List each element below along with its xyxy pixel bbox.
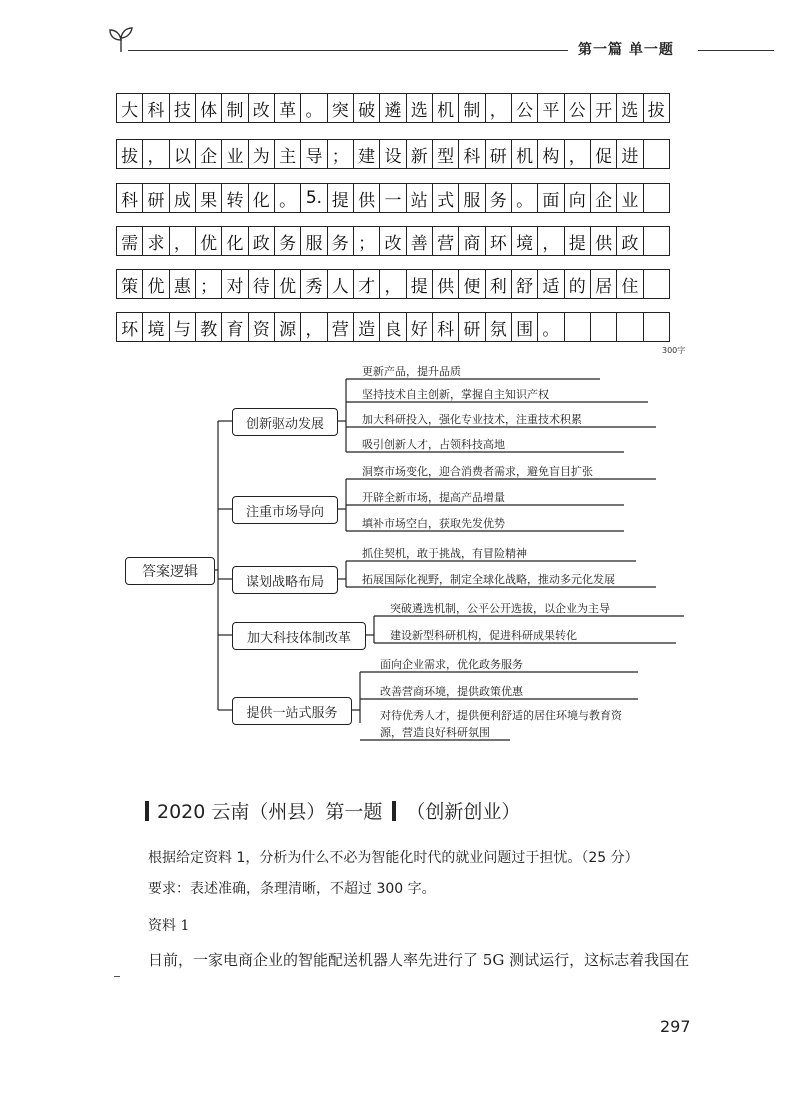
- grid-cell: 环: [485, 226, 512, 256]
- grid-cell: 业: [616, 183, 643, 213]
- mindmap-branch: 加大科技体制改革: [232, 622, 366, 650]
- grid-cell: 。: [511, 183, 538, 213]
- grid-cell: 服: [458, 183, 485, 213]
- grid-cell: 一: [379, 183, 406, 213]
- grid-cell: 源: [274, 312, 301, 342]
- grid-cell: 大: [116, 93, 143, 123]
- grid-cell: 企: [195, 139, 222, 169]
- grid-cell: 改: [248, 93, 275, 123]
- grid-cell: 机: [432, 93, 459, 123]
- grid-cell: 突: [327, 93, 354, 123]
- chapter-title: 第一篇 单一题: [578, 42, 674, 58]
- mindmap-leaf: 突破遴选机制，公平公开选拔，以企业为主导: [390, 602, 610, 615]
- grid-cell: 。: [537, 312, 564, 342]
- grid-cell: 面: [537, 183, 564, 213]
- grid-cell: 公: [564, 93, 591, 123]
- grid-cell: 商: [458, 226, 485, 256]
- grid-cell: 资: [248, 312, 275, 342]
- grid-cell: ；: [327, 139, 354, 169]
- grid-cell: 供: [432, 269, 459, 299]
- grid-cell: ，: [537, 226, 564, 256]
- grid-cell: 构: [537, 139, 564, 169]
- grid-cell: 科: [432, 312, 459, 342]
- mindmap-branch: 谋划战略布局: [232, 566, 338, 594]
- grid-cell: 策: [116, 269, 143, 299]
- grid-cell: 务: [274, 226, 301, 256]
- grid-cell: 务: [485, 183, 512, 213]
- grid-cell: 住: [616, 269, 643, 299]
- grid-cell: 育: [221, 312, 248, 342]
- grid-cell: 教: [195, 312, 222, 342]
- grid-cell: ；: [195, 269, 222, 299]
- heading-bar-marker: [392, 801, 396, 821]
- grid-cell: 善: [406, 226, 433, 256]
- grid-cell: 进: [616, 139, 643, 169]
- grid-cell: 境: [511, 226, 538, 256]
- grid-cell: 破: [353, 93, 380, 123]
- grid-cell: 便: [458, 269, 485, 299]
- grid-cell: 企: [590, 183, 617, 213]
- grid-cell: 。: [274, 183, 301, 213]
- mindmap-leaf: 填补市场空白，获取先发优势: [362, 517, 505, 530]
- mindmap-leaf: 抓住契机，敢于挑战，有冒险精神: [362, 547, 527, 560]
- grid-cell: 供: [590, 226, 617, 256]
- mindmap-leaf: 坚持技术自主创新，掌握自主知识产权: [362, 388, 549, 401]
- requirement-text: 要求：表述准确，条理清晰，不超过 300 字。: [148, 881, 436, 897]
- grid-cell: 科: [116, 183, 143, 213]
- material-label: 资料 1: [148, 918, 190, 934]
- grid-cell: 科: [142, 93, 169, 123]
- grid-cell: 为: [248, 139, 275, 169]
- mindmap-root: 答案逻辑: [125, 557, 215, 585]
- mindmap-leaf: 改善营商环境，提供政策优惠: [380, 685, 523, 698]
- grid-cell: 革: [274, 93, 301, 123]
- grid-cell: 提: [564, 226, 591, 256]
- grid-cell: 营: [327, 312, 354, 342]
- grid-cell: 需: [116, 226, 143, 256]
- question-text: 根据给定资料 1，分析为什么不必为智能化时代的就业问题过于担忧。（25 分）: [148, 850, 639, 866]
- grid-cell: 营: [432, 226, 459, 256]
- grid-cell: 秀: [300, 269, 327, 299]
- grid-cell: 拔: [643, 93, 670, 123]
- grid-cell: 舒: [511, 269, 538, 299]
- mindmap-branch: 创新驱动发展: [232, 408, 338, 436]
- grid-cell: 才: [353, 269, 380, 299]
- grid-cell: 平: [537, 93, 564, 123]
- grid-cell: 提: [406, 269, 433, 299]
- section-category: （创新创业）: [406, 801, 521, 823]
- grid-cell: 制: [458, 93, 485, 123]
- grid-cell: 求: [142, 226, 169, 256]
- grid-cell: 服: [300, 226, 327, 256]
- page-number: 297: [660, 1017, 691, 1036]
- grid-cell: ，: [485, 93, 512, 123]
- grid-cell: 氛: [485, 312, 512, 342]
- grid-cell: 惠: [169, 269, 196, 299]
- grid-cell: 利: [485, 269, 512, 299]
- mindmap-branch: 注重市场导向: [232, 496, 338, 524]
- mindmap-leaf: 洞察市场变化，迎合消费者需求，避免盲目扩张: [362, 465, 593, 478]
- grid-cell: 科: [458, 139, 485, 169]
- grid-cell: 与: [169, 312, 196, 342]
- grid-cell: 拔: [116, 139, 143, 169]
- grid-cell: 建: [353, 139, 380, 169]
- grid-cell: ，: [300, 312, 327, 342]
- grid-cell: 提: [327, 183, 354, 213]
- mindmap-leaf: 更新产品，提升品质: [362, 365, 461, 378]
- grid-cell: 境: [142, 312, 169, 342]
- grid-cell: 站: [406, 183, 433, 213]
- grid-cell: ，: [142, 139, 169, 169]
- grid-cell: 技: [169, 93, 196, 123]
- grid-cell: 选: [616, 93, 643, 123]
- grid-cell: 对: [221, 269, 248, 299]
- grid-cell: 选: [406, 93, 433, 123]
- grid-cell: ，: [379, 269, 406, 299]
- grid-cell: 围: [511, 312, 538, 342]
- section-heading: [145, 797, 520, 824]
- grid-cell: 居: [590, 269, 617, 299]
- mindmap-leaf: 开辟全新市场，提高产品增量: [362, 491, 505, 504]
- grid-cell: 开: [590, 93, 617, 123]
- grid-cell: 业: [221, 139, 248, 169]
- mindmap-leaf: 拓展国际化视野，制定全球化战略，推动多元化发展: [362, 573, 615, 586]
- grid-cell: 研: [458, 312, 485, 342]
- grid-cell: 制: [221, 93, 248, 123]
- grid-cell: 人: [327, 269, 354, 299]
- mindmap-leaf: 建设新型科研机构，促进科研成果转化: [390, 629, 577, 642]
- grid-cell: 政: [248, 226, 275, 256]
- mindmap-leaf: 对待优秀人才，提供便利舒适的居住环境与教育资: [380, 709, 622, 722]
- grid-cell: 式: [432, 183, 459, 213]
- grid-cell: 研: [142, 183, 169, 213]
- grid-cell: 化: [221, 226, 248, 256]
- grid-cell: 转: [221, 183, 248, 213]
- grid-cell: 促: [590, 139, 617, 169]
- material-text: 日前，一家电商企业的智能配送机器人率先进行了 5G 测试运行，这标志着我国在: [148, 951, 690, 969]
- grid-cell: 务: [327, 226, 354, 256]
- heading-bar-marker: [145, 801, 149, 821]
- grid-cell: 优: [195, 226, 222, 256]
- grid-cell: 供: [353, 183, 380, 213]
- section-title: 2020 云南（州县）第一题: [157, 801, 383, 823]
- grid-cell: ；: [353, 226, 380, 256]
- grid-cell: 优: [142, 269, 169, 299]
- grid-cell: 优: [274, 269, 301, 299]
- grid-cell: 的: [564, 269, 591, 299]
- grid-cell: 导: [300, 139, 327, 169]
- grid-cell: 新: [406, 139, 433, 169]
- grid-cell: 主: [274, 139, 301, 169]
- grid-cell: 遴: [379, 93, 406, 123]
- grid-cell: ，: [169, 226, 196, 256]
- grid-cell: 果: [195, 183, 222, 213]
- grid-cell: 改: [379, 226, 406, 256]
- grid-cell: 设: [379, 139, 406, 169]
- grid-cell: 好: [406, 312, 433, 342]
- grid-cell: 体: [195, 93, 222, 123]
- mindmap-branch: 提供一站式服务: [232, 697, 352, 725]
- grid-cell: 型: [432, 139, 459, 169]
- grid-cell: 研: [485, 139, 512, 169]
- grid-cell: 良: [379, 312, 406, 342]
- grid-cell: 向: [564, 183, 591, 213]
- grid-cell: 政: [616, 226, 643, 256]
- margin-dash: [114, 976, 120, 977]
- word-count-label: 300字: [662, 346, 686, 355]
- mindmap-leaf: 源，营造良好科研氛围: [380, 726, 490, 739]
- grid-cell: 适: [537, 269, 564, 299]
- grid-cell: 以: [169, 139, 196, 169]
- grid-cell: 环: [116, 312, 143, 342]
- grid-cell: 化: [248, 183, 275, 213]
- grid-cell: 造: [353, 312, 380, 342]
- grid-cell: ，: [564, 139, 591, 169]
- grid-cell: 5.: [300, 183, 327, 213]
- grid-cell: 机: [511, 139, 538, 169]
- mindmap-leaf: 面向企业需求，优化政务服务: [380, 658, 523, 671]
- mindmap-leaf: 加大科研投入，强化专业技术，注重技术积累: [362, 413, 582, 426]
- grid-cell: 成: [169, 183, 196, 213]
- mindmap-leaf: 吸引创新人才，占领科技高地: [362, 438, 505, 451]
- grid-cell: 。: [300, 93, 327, 123]
- grid-cell: 待: [248, 269, 275, 299]
- grid-cell: 公: [511, 93, 538, 123]
